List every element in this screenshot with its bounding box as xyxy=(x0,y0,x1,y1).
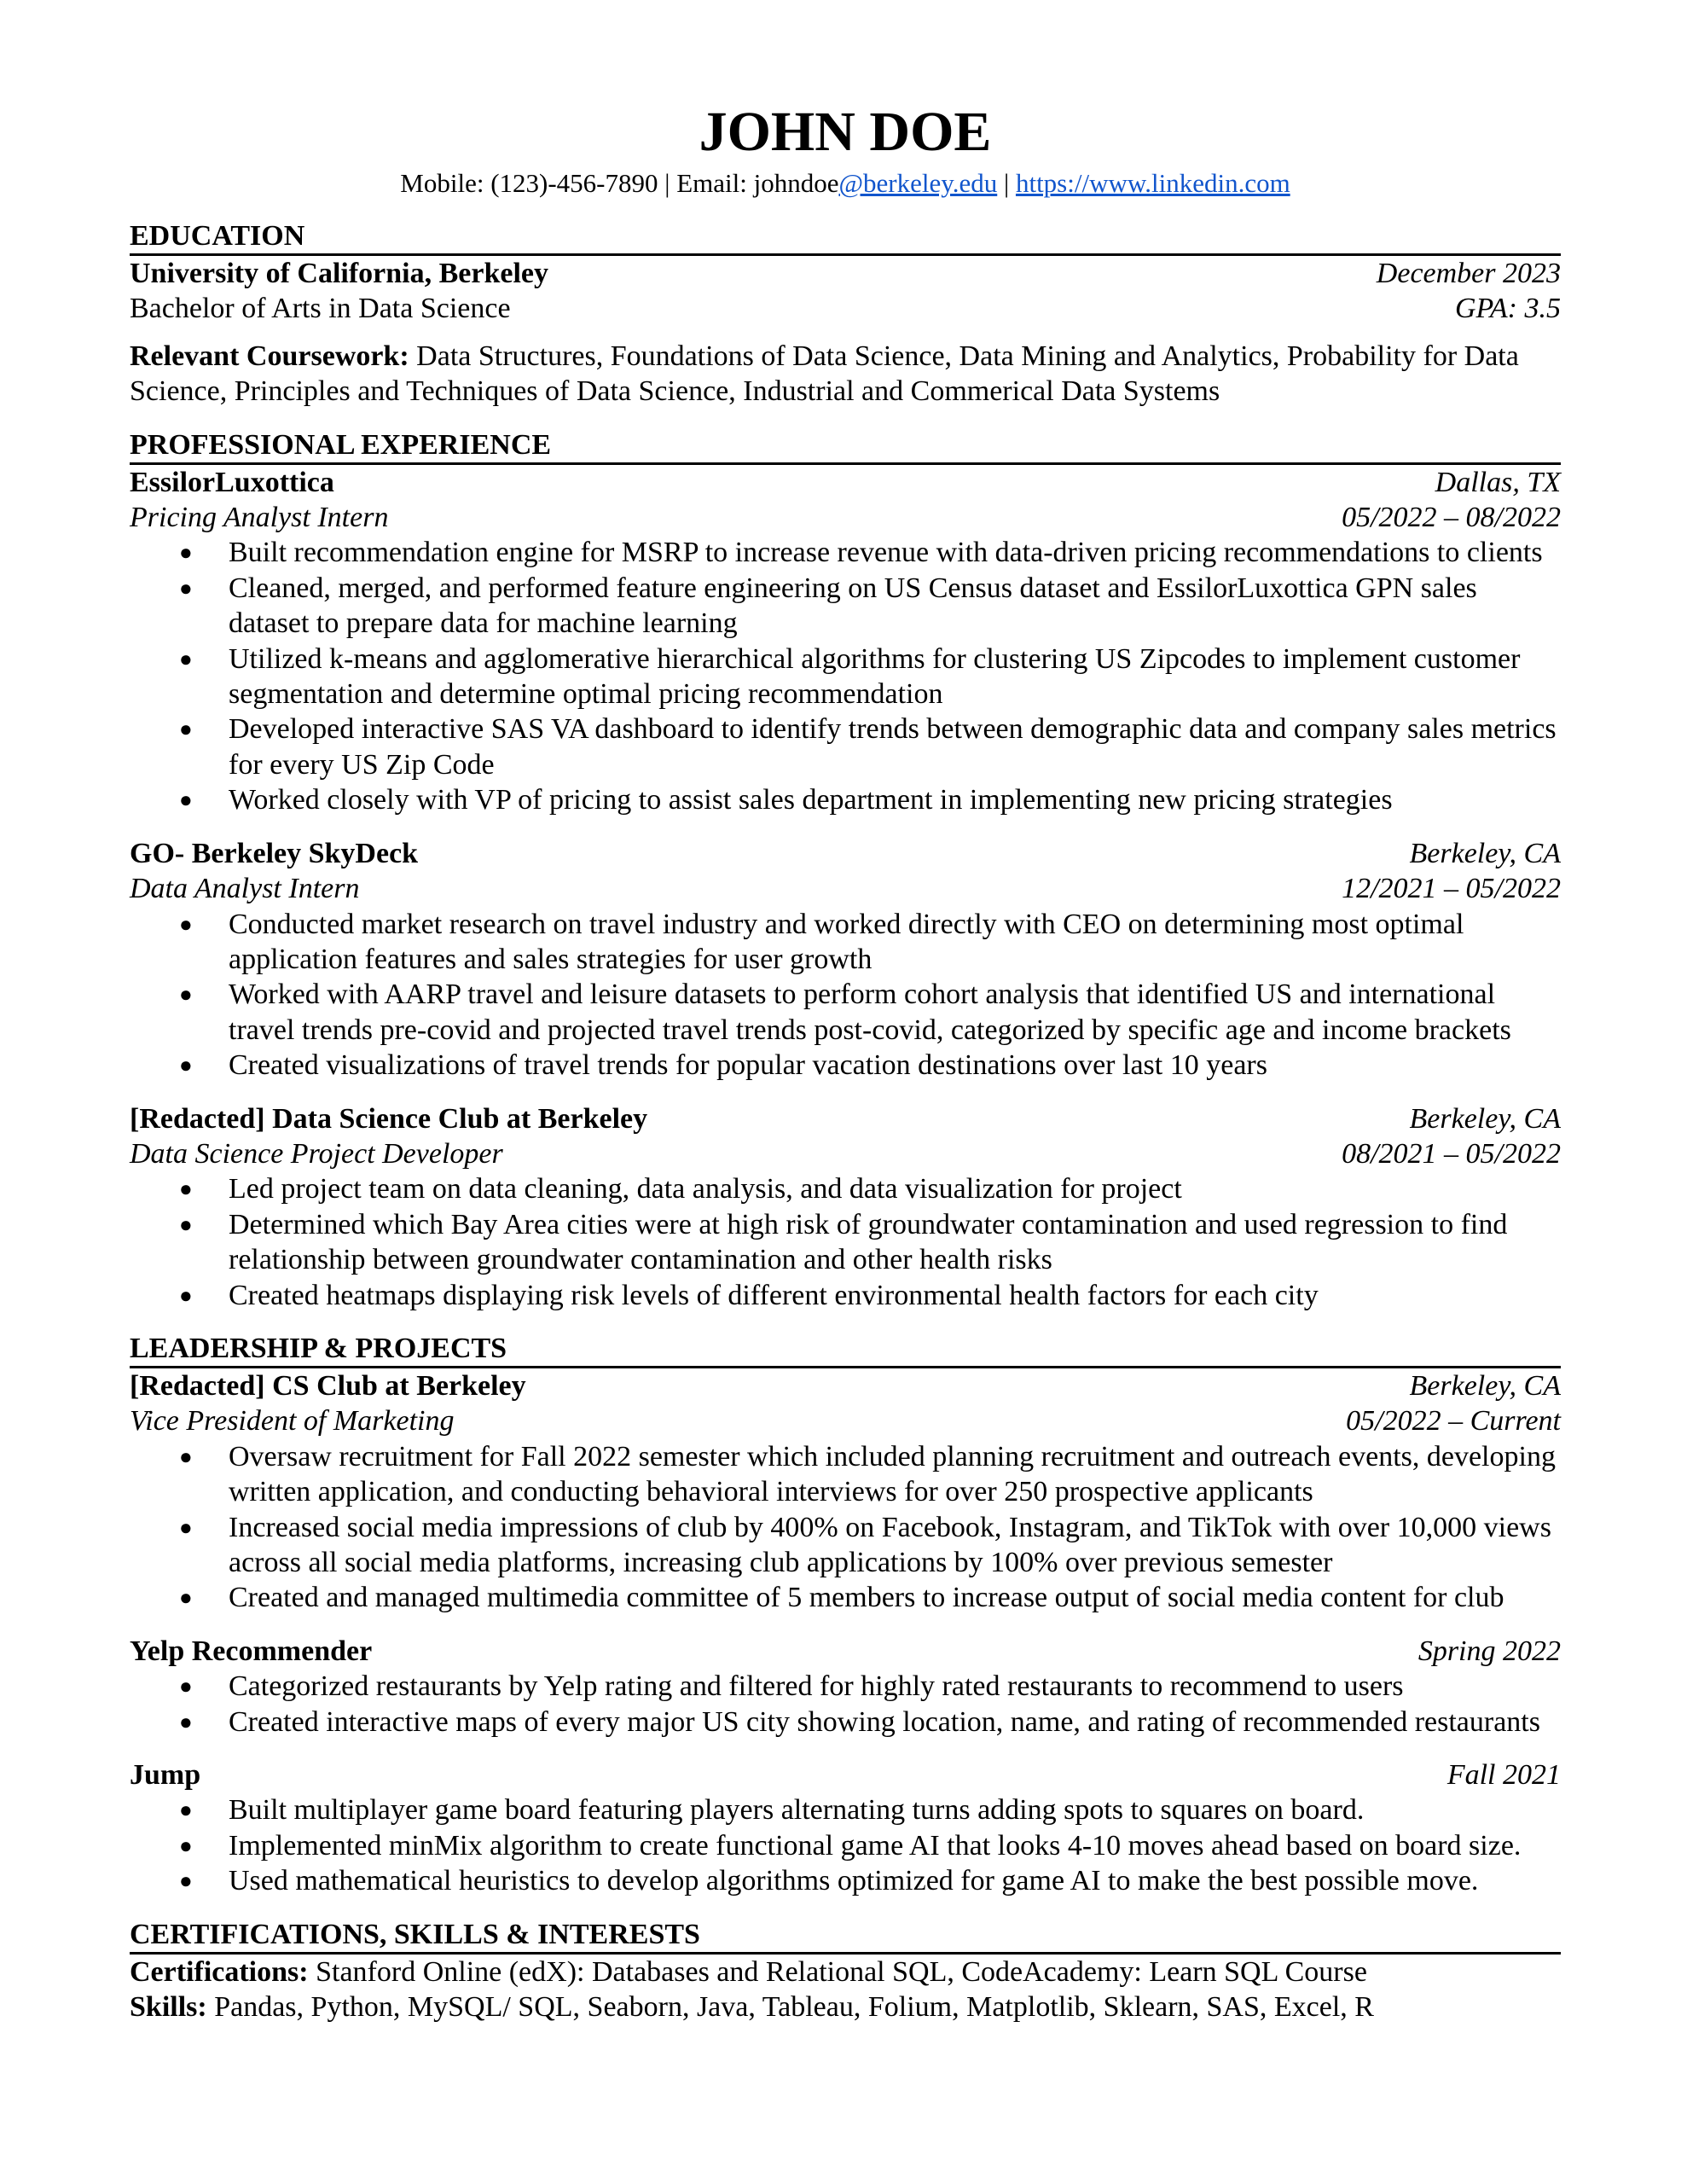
organization: GO- Berkeley SkyDeck xyxy=(130,837,419,869)
degree: Bachelor of Arts in Data Science xyxy=(130,293,511,325)
skills xyxy=(130,1989,1561,2024)
school-name: University of California, Berkeley xyxy=(130,258,549,289)
role: Data Science Project Developer xyxy=(130,1137,503,1170)
entry-header xyxy=(130,1368,1561,1403)
bullet-icon: ● xyxy=(179,1674,193,1699)
bullet-text: Used mathematical heuristics to develop algorithms optimized for game AI to make the best possible move. xyxy=(229,1865,1479,1897)
bullet-icon: ● xyxy=(179,787,193,813)
bullet-icon: ● xyxy=(179,1868,193,1894)
organization: [Redacted] CS Club at Berkeley xyxy=(130,1369,526,1402)
section-heading: EDUCATION xyxy=(130,219,1561,256)
linkedin-link[interactable]: https://www.linkedin.com xyxy=(1015,168,1290,198)
bullet-text: Conducted market research on travel industry and worked directly with CEO on determining most optimal application features and sales strategies for user growth xyxy=(229,908,1464,975)
role: Vice President of Marketing xyxy=(130,1405,455,1438)
bullet-text: Utilized k-means and agglomerative hierarchical algorithms for clustering US Zipcodes to implement customer segmentation and determine optimal pricing recommendation xyxy=(229,642,1521,711)
bullet-item xyxy=(130,535,1561,570)
bullet-icon: ● xyxy=(179,1282,193,1308)
contact-text: Mobile: (123)-456-7890 | Email: johndoe xyxy=(400,168,839,198)
bullet-list xyxy=(130,1792,1561,1898)
entry xyxy=(130,1634,1561,1740)
bullet-text: Implemented minMix algorithm to create functional game AI that looks 4-10 moves ahead based on board size. xyxy=(229,1829,1522,1862)
bullet-list xyxy=(130,1171,1561,1313)
bullet-item xyxy=(130,1278,1561,1313)
leadership-section xyxy=(130,1332,1561,1899)
separator: | xyxy=(997,168,1016,198)
bullet-icon: ● xyxy=(179,1053,193,1078)
bullet-item xyxy=(130,1705,1561,1740)
bullet-text: Created and managed multimedia committee of 5 members to increase output of social media content for club xyxy=(229,1582,1504,1614)
dates: 05/2022 – 08/2022 xyxy=(1342,502,1561,534)
bullet-text: Increased social media impressions of club by 400% on Facebook, Instagram, and TikTok with over 10,000 views across all social media platforms, increasing club applications by 100% over previous semester xyxy=(229,1511,1551,1578)
bullet-text: Determined which Bay Area cities were at high risk of groundwater contamination and used regression to find relationship between groundwater contamination and other health risks xyxy=(229,1208,1508,1276)
bullet-icon: ● xyxy=(179,982,193,1008)
dates: 05/2022 – Current xyxy=(1346,1405,1561,1438)
entry-subheader xyxy=(130,500,1561,535)
bullet-icon: ● xyxy=(179,540,193,566)
email-link[interactable]: @berkeley.edu xyxy=(838,168,998,198)
bullet-list xyxy=(130,1439,1561,1616)
bullet-item xyxy=(130,1792,1561,1827)
bullet-text: Led project team on data cleaning, data analysis, and data visualization for project xyxy=(229,1173,1182,1205)
experience-section xyxy=(130,428,1561,1313)
bullet-item xyxy=(130,712,1561,782)
role: Data Analyst Intern xyxy=(130,873,360,905)
bullet-item xyxy=(130,1669,1561,1704)
location: Spring 2022 xyxy=(1417,1635,1561,1667)
bullet-icon: ● xyxy=(179,717,193,742)
skills-label: Skills: xyxy=(130,1991,207,2024)
role: Pricing Analyst Intern xyxy=(130,502,389,534)
bullet-icon: ● xyxy=(179,1585,193,1611)
location: Dallas, TX xyxy=(1435,466,1561,498)
bullet-text: Created interactive maps of every major US city showing location, name, and rating of recommended restaurants xyxy=(229,1705,1540,1738)
bullet-list xyxy=(130,1669,1561,1740)
skills-section xyxy=(130,1918,1561,2025)
bullet-item xyxy=(130,571,1561,642)
bullet-text: Created heatmaps displaying risk levels of different environmental health factors for each city xyxy=(229,1279,1319,1311)
bullet-list xyxy=(130,535,1561,817)
location: Berkeley, CA xyxy=(1409,1102,1561,1135)
bullet-item xyxy=(130,642,1561,712)
section-heading: CERTIFICATIONS, SKILLS & INTERESTS xyxy=(130,1918,1561,1955)
bullet-icon: ● xyxy=(179,1709,193,1734)
entry xyxy=(130,1368,1561,1616)
bullet-icon: ● xyxy=(179,1514,193,1540)
section-heading: PROFESSIONAL EXPERIENCE xyxy=(130,428,1561,465)
bullet-text: Worked with AARP travel and leisure datasets to perform cohort analysis that identified US and international travel trends pre-covid and projected travel trends post-covid, categorized by specific age and income brackets xyxy=(229,979,1511,1046)
bullet-item xyxy=(130,1510,1561,1581)
candidate-name: JOHN DOE xyxy=(699,101,992,163)
entry-header xyxy=(130,836,1561,871)
bullet-icon: ● xyxy=(179,575,193,601)
entry-header xyxy=(130,1757,1561,1792)
entry xyxy=(130,836,1561,1083)
bullet-icon: ● xyxy=(179,1833,193,1858)
bullet-icon: ● xyxy=(179,1211,193,1237)
bullet-icon: ● xyxy=(179,1443,193,1469)
bullet-item xyxy=(130,907,1561,978)
graduation-date: December 2023 xyxy=(1376,258,1561,289)
organization: Yelp Recommender xyxy=(130,1635,373,1667)
bullet-icon: ● xyxy=(179,1798,193,1823)
bullet-text: Developed interactive SAS VA dashboard to identify trends between demographic data and company sales metrics for every US Zip Code xyxy=(229,713,1557,781)
entry-header xyxy=(130,1101,1561,1136)
gpa: GPA: 3.5 xyxy=(1454,293,1561,325)
entry-subheader xyxy=(130,1136,1561,1171)
organization: [Redacted] Data Science Club at Berkeley xyxy=(130,1102,648,1135)
bullet-text: Oversaw recruitment for Fall 2022 semester which included planning recruitment and outreach events, developing written application, and conducting behavioral interviews for over 250 prospective applicants xyxy=(229,1440,1556,1508)
organization: Jump xyxy=(130,1759,201,1792)
bullet-item xyxy=(130,1863,1561,1898)
bullet-icon: ● xyxy=(179,911,193,937)
organization: EssilorLuxottica xyxy=(130,466,334,498)
certifications-list: Stanford Online (edX): Databases and Relational SQL, CodeAcademy: Learn SQL Course xyxy=(308,1955,1367,1988)
bullet-text: Categorized restaurants by Yelp rating and filtered for highly rated restaurants to recommend to users xyxy=(229,1670,1404,1703)
location: Berkeley, CA xyxy=(1409,837,1561,869)
entry-header xyxy=(130,1634,1561,1669)
bullet-item xyxy=(130,1828,1561,1863)
bullet-item xyxy=(130,1171,1561,1206)
skills-list: Pandas, Python, MySQL/ SQL, Seaborn, Java, Tableau, Folium, Matplotlib, Sklearn, SAS, Excel, R xyxy=(206,1991,1374,2024)
bullet-text: Worked closely with VP of pricing to assist sales department in implementing new pricing strategies xyxy=(229,784,1393,816)
bullet-icon: ● xyxy=(179,1176,193,1202)
section-heading: LEADERSHIP & PROJECTS xyxy=(130,1332,1561,1368)
entry-subheader xyxy=(130,1403,1561,1438)
entry-header xyxy=(130,465,1561,500)
bullet-text: Created visualizations of travel trends for popular vacation destinations over last 10 years xyxy=(229,1049,1267,1082)
bullet-text: Cleaned, merged, and performed feature engineering on US Census dataset and EssilorLuxottica GPN sales dataset to prepare data for machine learning xyxy=(229,572,1477,640)
bullet-item xyxy=(130,977,1561,1048)
certifications-label: Certifications: xyxy=(130,1955,309,1988)
location: Fall 2021 xyxy=(1446,1759,1561,1792)
bullet-text: Built multiplayer game board featuring players alternating turns adding spots to squares on board. xyxy=(229,1794,1365,1827)
bullet-item xyxy=(130,1580,1561,1615)
entry xyxy=(130,1757,1561,1899)
bullet-item xyxy=(130,782,1561,817)
resume-page xyxy=(130,98,1561,2024)
contact-line xyxy=(130,166,1561,200)
entry-subheader xyxy=(130,871,1561,906)
certifications xyxy=(130,1955,1561,1989)
bullet-item xyxy=(130,1207,1561,1278)
bullet-text: Built recommendation engine for MSRP to increase revenue with data-driven pricing recommendations to clients xyxy=(229,537,1543,569)
coursework-label: Relevant Coursework: xyxy=(130,340,409,372)
education-section xyxy=(130,219,1561,410)
bullet-list xyxy=(130,907,1561,1083)
entry xyxy=(130,465,1561,818)
coursework xyxy=(130,339,1561,410)
bullet-item xyxy=(130,1439,1561,1510)
dates: 08/2021 – 05/2022 xyxy=(1342,1137,1561,1170)
entry xyxy=(130,1101,1561,1313)
dates: 12/2021 – 05/2022 xyxy=(1342,873,1561,905)
bullet-item xyxy=(130,1048,1561,1083)
coursework-list: Data Structures, Foundations of Data Science, Data Mining and Analytics, Probability for Data Science, Principles and Techniques of Data Science, Industrial and Commerical Data Systems xyxy=(130,340,1519,408)
location: Berkeley, CA xyxy=(1409,1369,1561,1402)
bullet-icon: ● xyxy=(179,646,193,671)
